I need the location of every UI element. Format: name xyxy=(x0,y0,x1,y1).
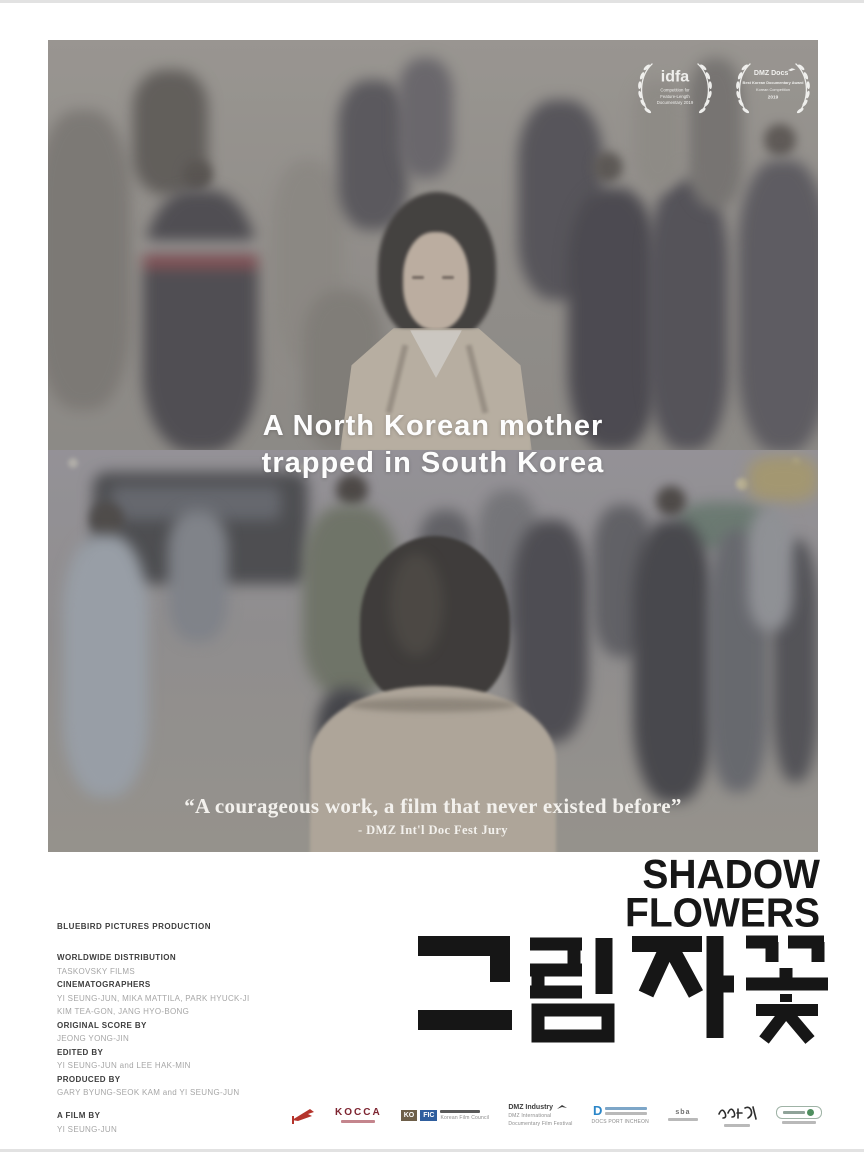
korean-glyph-kkot xyxy=(746,942,824,962)
credit-value: GARY BYUNG-SEOK KAM and YI SEUNG-JUN xyxy=(57,1088,240,1097)
laurel-branch-icon xyxy=(698,64,713,115)
english-title xyxy=(625,852,820,937)
red-flag-icon xyxy=(290,1106,316,1124)
tagline-line2: trapped in South Korea xyxy=(261,447,605,479)
handwriting-mark-icon xyxy=(717,1104,757,1122)
svg-text:Competition for: Competition for xyxy=(660,87,690,93)
svg-text:Best Korean Documentary Award: Best Korean Documentary Award xyxy=(742,81,804,86)
sba-label: sba xyxy=(675,1109,691,1116)
laurel-idfa xyxy=(628,56,722,120)
laurel-branch-icon xyxy=(796,64,811,115)
laurel-dmz-docs xyxy=(726,56,818,120)
kofic-fic-block: FIC xyxy=(420,1110,437,1121)
credit-header: EDITED BY xyxy=(57,1047,104,1057)
quote-attribution: - DMZ Int'l Doc Fest Jury xyxy=(358,823,508,837)
credit-value: YI SEUNG-JUN and LEE HAK-MIN xyxy=(57,1061,191,1070)
green-dot-icon xyxy=(807,1109,814,1116)
svg-text:Documentary 2019: Documentary 2019 xyxy=(656,99,694,105)
docs-port-incheon-logo xyxy=(592,1105,649,1125)
svg-text:Feature-Length: Feature-Length xyxy=(660,93,690,99)
tagline xyxy=(48,408,818,482)
photo-bottom-still xyxy=(48,450,818,852)
film-by-value: YI SEUNG-JUN xyxy=(57,1124,118,1134)
bird-icon xyxy=(556,1104,568,1111)
credit-value: KIM TEA-GON, JANG HYO-BONG xyxy=(57,1007,190,1016)
korean-title xyxy=(412,930,832,1045)
film-by-header: A FILM BY xyxy=(57,1111,101,1120)
kocca-label: KOCCA xyxy=(335,1107,382,1118)
page-edge xyxy=(0,0,864,3)
bird-icon xyxy=(788,68,796,71)
woman-front-face xyxy=(403,232,469,330)
credit-header: WORLDWIDE DISTRIBUTION xyxy=(57,953,177,962)
korean-glyph-geu xyxy=(418,946,512,1020)
research-institute-logo xyxy=(776,1106,822,1124)
english-title-line1: SHADOW xyxy=(642,852,820,898)
jury-quote xyxy=(48,794,818,838)
laurel-title: DMZ Docs xyxy=(753,69,789,77)
laurel-title: idfa xyxy=(660,68,690,86)
credit-header: PRODUCED BY xyxy=(57,1074,121,1084)
svg-text:2019: 2019 xyxy=(767,94,779,100)
woman-back-hair xyxy=(360,536,510,708)
credits-block xyxy=(57,922,327,1134)
dmz-industry-label: DMZ Industry xyxy=(508,1103,554,1111)
kocca-logo xyxy=(335,1107,382,1123)
festival-logo-red xyxy=(290,1106,316,1124)
docs-port-d-mark: D xyxy=(593,1103,603,1118)
sba-logo xyxy=(668,1109,698,1121)
credit-header: CINEMATOGRAPHERS xyxy=(57,980,151,989)
korean-glyph-ja xyxy=(632,944,702,994)
kofic-logo xyxy=(401,1110,490,1121)
credit-value: TASKOVSKY FILMS xyxy=(57,966,136,976)
english-title-line2: FLOWERS xyxy=(625,891,820,937)
credit-value: YI SEUNG-JUN, MIKA MATTILA, PARK HYUCK-JI xyxy=(57,993,250,1003)
credit-value: JEONG YONG-JIN xyxy=(57,1034,130,1043)
dmz-industry-logo: DMZ Industry DMZ International Documentary Film Festival xyxy=(508,1103,573,1127)
production-company: BLUEBIRD PICTURES PRODUCTION xyxy=(57,922,212,931)
laurel-branch-icon xyxy=(736,64,751,115)
sangsangmadang-logo xyxy=(717,1104,757,1127)
korean-glyph-rim xyxy=(530,944,582,992)
poster-photo xyxy=(48,40,818,852)
tagline-line1: A North Korean mother xyxy=(262,410,604,442)
credit-header: ORIGINAL SCORE BY xyxy=(57,1020,147,1030)
svg-text:Korean Competition: Korean Competition xyxy=(756,87,790,92)
docs-port-label: DOCS PORT INCHEON xyxy=(591,1119,649,1125)
quote-text: “A courageous work, a film that never existed before” xyxy=(184,794,682,818)
laurel-branch-icon xyxy=(638,64,653,115)
kofic-sub-label: Korean Film Council xyxy=(440,1114,490,1121)
kofic-ko-block: KO xyxy=(401,1110,418,1121)
sponsor-logos-row xyxy=(290,1094,822,1136)
